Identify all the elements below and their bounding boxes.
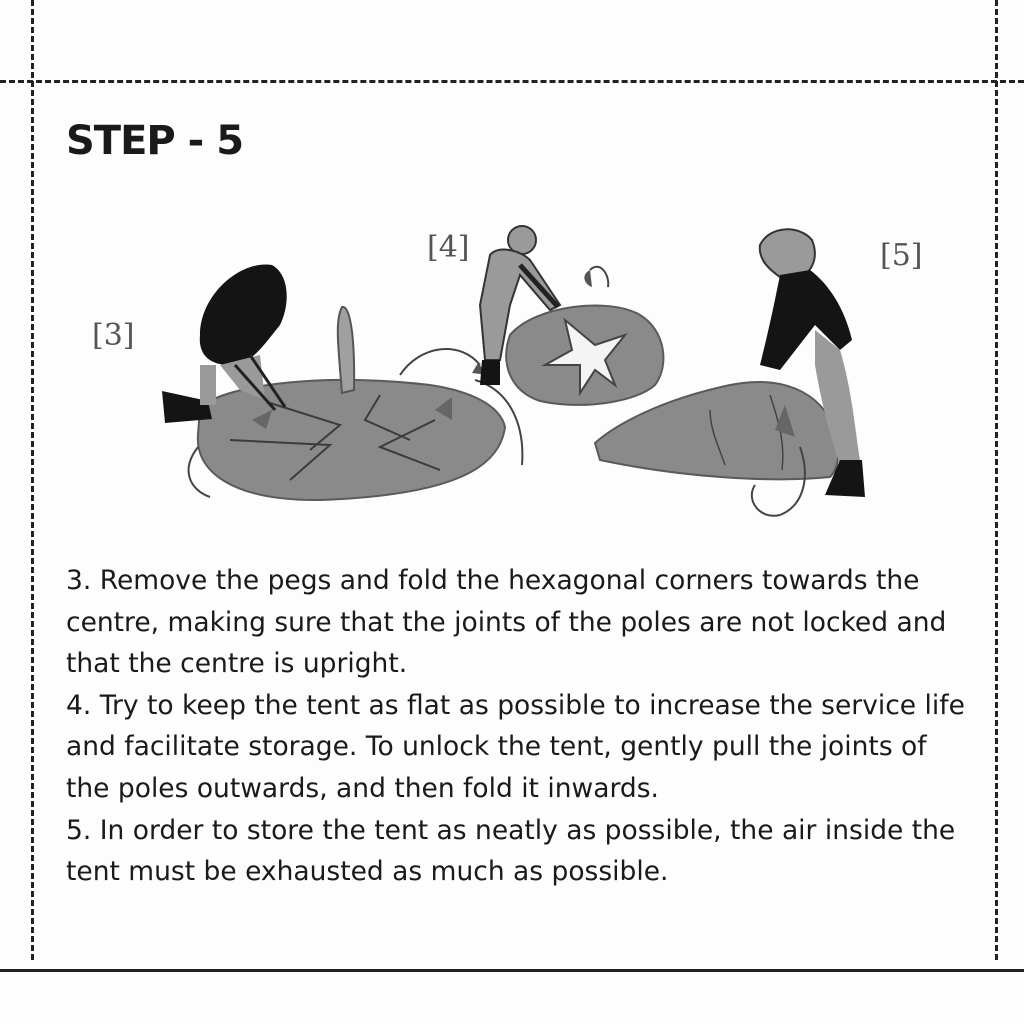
tent-3-centre <box>338 307 354 393</box>
left-dashed-border <box>31 0 34 960</box>
figure-3 <box>92 265 522 501</box>
instruction-number: 4. <box>66 689 92 721</box>
instruction-text: In order to store the tent as neatly as possible, the air inside the tent must be exhausted as much as possible. <box>66 814 956 888</box>
figure-4 <box>427 226 663 405</box>
instruction-item <box>66 685 966 810</box>
figure-5-label: [5] <box>880 238 923 273</box>
top-dashed-border <box>0 80 1024 83</box>
tent-folding-illustration <box>80 215 960 535</box>
instruction-text: Remove the pegs and fold the hexagonal corners towards the centre, making sure that the joints of the poles are not locked and that the centre is upright. <box>66 565 947 680</box>
figure-3-label: [3] <box>92 318 135 353</box>
instruction-number: 5. <box>66 814 92 846</box>
instruction-item <box>66 560 966 685</box>
bottom-solid-border <box>0 969 1024 972</box>
instructions-list <box>66 560 966 893</box>
person-3-body <box>200 265 287 365</box>
instruction-text: Try to keep the tent as flat as possible to increase the service life and facilitate storage. To unlock the tent, gently pull the joints of the poles outwards, and then fold it inwards. <box>66 689 965 804</box>
instruction-item <box>66 810 966 893</box>
instruction-number: 3. <box>66 565 92 596</box>
step-title: STEP - 5 <box>66 118 244 164</box>
right-dashed-border <box>995 0 998 960</box>
figure-4-label: [4] <box>427 230 470 265</box>
